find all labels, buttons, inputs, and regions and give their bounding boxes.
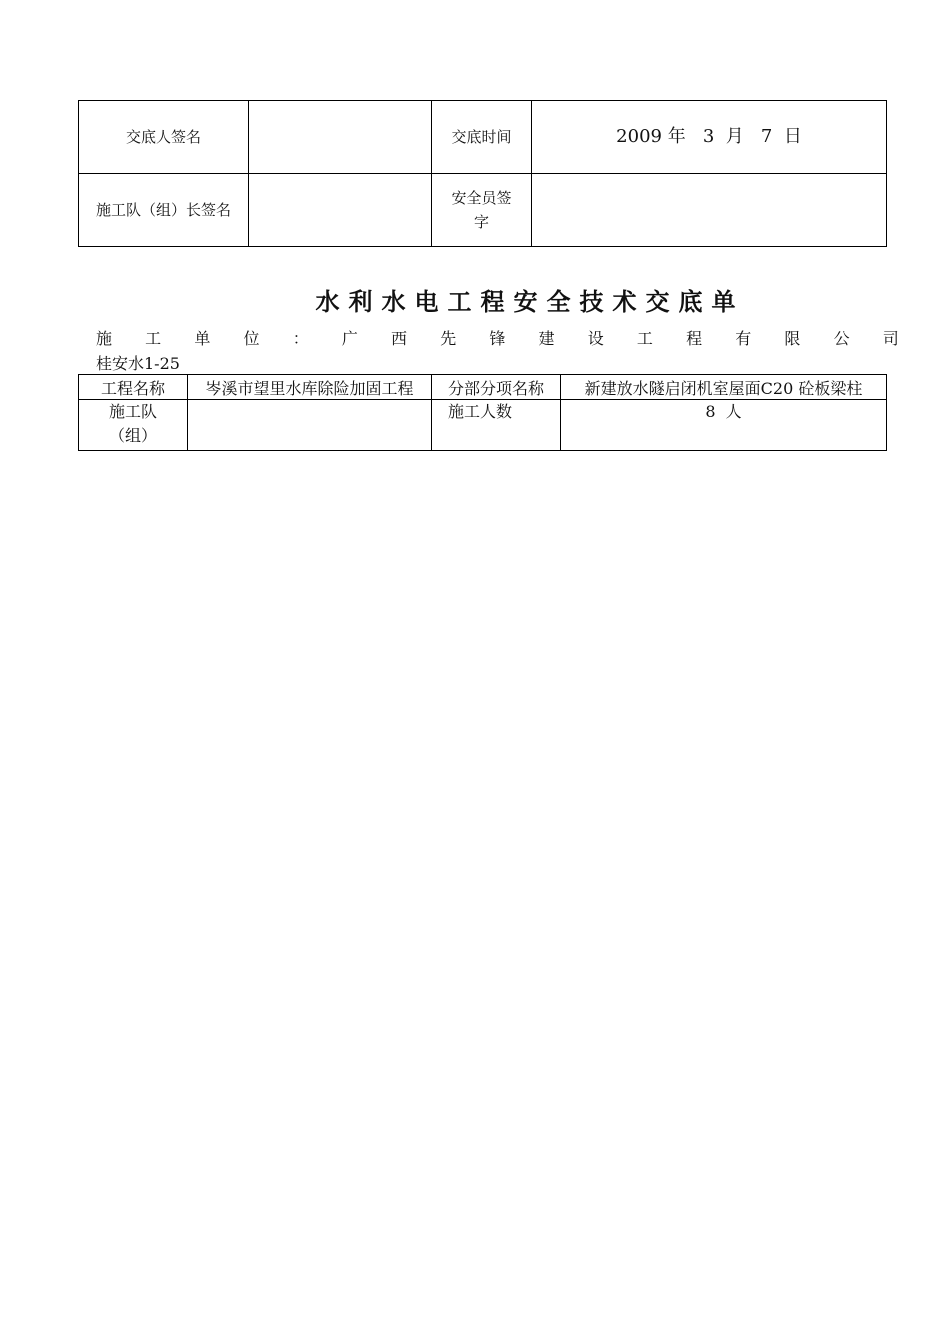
project-name-value: 岑溪市望里水库除险加固工程: [188, 375, 432, 400]
unit-char: 西: [391, 329, 408, 348]
unit-char: 广: [341, 329, 358, 348]
unit-char: 程: [686, 329, 703, 348]
safety-officer-label: 安全员签字: [432, 174, 532, 247]
unit-char: 设: [587, 329, 604, 348]
unit-char: 限: [784, 329, 801, 348]
unit-char: 锋: [489, 329, 506, 348]
construction-unit-line: [96, 326, 899, 349]
team-value[interactable]: [188, 400, 432, 451]
unit-char: 施: [96, 329, 113, 348]
time-value: 2009 年 3 月 7 日: [532, 101, 887, 174]
document-title: 水利水电工程安全技术交底单: [315, 288, 745, 316]
unit-char: 建: [538, 329, 555, 348]
unit-char: ：: [292, 329, 309, 348]
workers-value: 8 人: [561, 400, 887, 451]
presenter-signature-cell[interactable]: [249, 101, 432, 174]
project-name-label: 工程名称: [79, 375, 188, 400]
unit-char: 工: [145, 329, 162, 348]
unit-char: 单: [194, 329, 211, 348]
leader-signature-cell[interactable]: [249, 174, 432, 247]
unit-char: 司: [882, 329, 899, 348]
time-label: 交底时间: [432, 101, 532, 174]
project-info-table: [78, 374, 887, 451]
workers-label: 施工人数: [432, 400, 561, 451]
unit-char: 先: [440, 329, 457, 348]
team-label: 施工队（组）: [79, 400, 188, 451]
signature-table: [78, 100, 887, 247]
subitem-label: 分部分项名称: [432, 375, 561, 400]
leader-label: 施工队（组）长签名: [79, 174, 249, 247]
presenter-label: 交底人签名: [79, 101, 249, 174]
subitem-value: 新建放水隧启闭机室屋面C20 砼板梁柱: [561, 375, 887, 400]
safety-officer-signature-cell[interactable]: [532, 174, 887, 247]
document-code: 桂安水1-25: [96, 354, 180, 373]
unit-char: 公: [833, 329, 850, 348]
unit-char: 位: [243, 329, 260, 348]
unit-char: 工: [636, 329, 653, 348]
unit-char: 有: [735, 329, 752, 348]
